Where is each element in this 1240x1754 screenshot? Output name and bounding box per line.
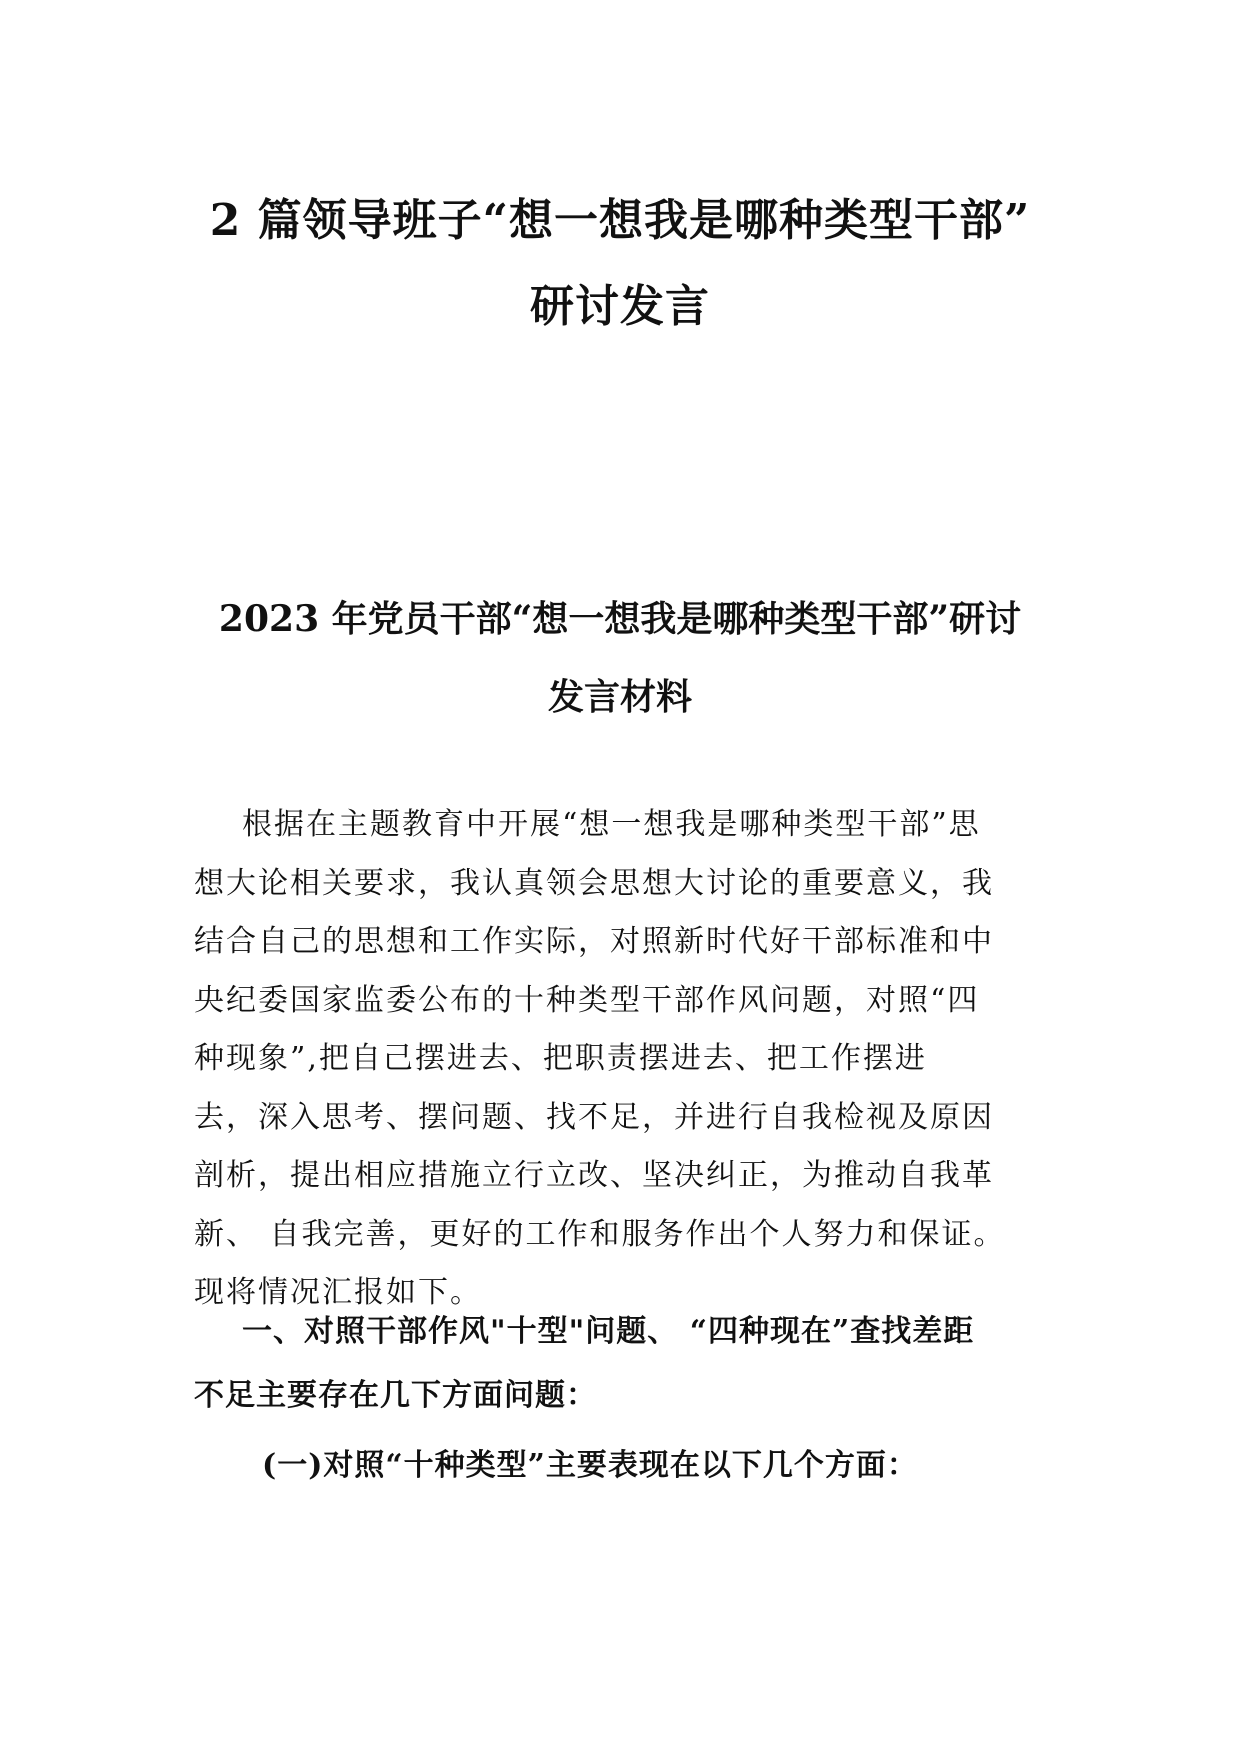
paragraph-line: 央纪委国家监委公布的十种类型干部作风问题，对照“四 bbox=[194, 982, 980, 1018]
paragraph-line: 根据在主题教育中开展“想一想我是哪种类型干部”思 bbox=[242, 807, 981, 842]
section-title-line-2: 发言材料 bbox=[547, 676, 692, 718]
intro-paragraph bbox=[194, 796, 1054, 1323]
paragraph-line: 去，深入思考、摆问题、找不足，并进行自我检视及原因 bbox=[194, 1099, 994, 1135]
subsection-heading: (一)对照“十种类型”主要表现在以下几个方面： bbox=[262, 1448, 918, 1483]
paragraph-line: 新、 自我完善，更好的工作和服务作出个人努力和保证。 bbox=[194, 1216, 1006, 1252]
section-title-line-1: 2023 年党员干部“想一想我是哪种类型干部”研讨 bbox=[218, 598, 1022, 640]
section-heading-line-1: 一、对照干部作风"十型"问题、 “四种现在”查找差距 bbox=[242, 1314, 975, 1349]
paragraph-line: 剖析，提出相应措施立行立改、坚决纠正，为推动自我革 bbox=[194, 1158, 994, 1193]
document-title bbox=[0, 178, 1240, 350]
section-title bbox=[0, 580, 1240, 736]
paragraph-line: 现将情况汇报如下。 bbox=[194, 1275, 482, 1310]
section-heading-line-2: 不足主要存在几下方面问题： bbox=[194, 1378, 597, 1413]
paragraph-line: 结合自己的思想和工作实际，对照新时代好干部标准和中 bbox=[194, 924, 994, 959]
paragraph-line: 想大论相关要求，我认真领会思想大讨论的重要意义，我 bbox=[194, 865, 994, 901]
paragraph-line: 种现象”,把自己摆进去、把职责摆进去、把工作摆进 bbox=[194, 1041, 927, 1076]
section-heading bbox=[194, 1300, 1054, 1428]
document-title-line-1: 2 篇领导班子“想一想我是哪种类型干部” bbox=[209, 195, 1031, 246]
document-title-line-2: 研讨发言 bbox=[530, 281, 710, 332]
